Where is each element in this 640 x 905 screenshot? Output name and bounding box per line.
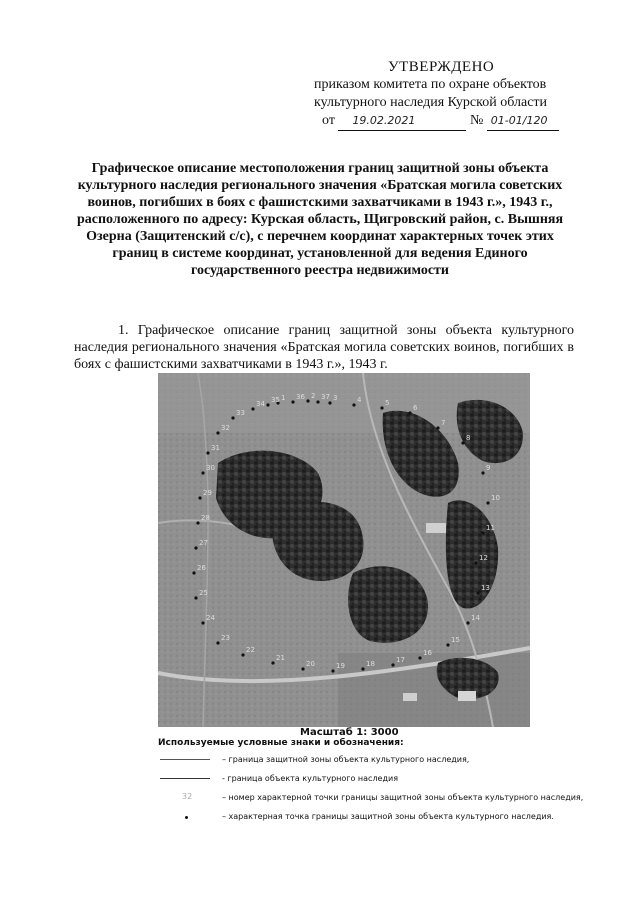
boundary-point-label: 13 (481, 584, 490, 592)
boundary-point-dot (201, 621, 204, 624)
date-field (338, 112, 466, 131)
boundary-point-dot (408, 411, 411, 414)
boundary-point-dot (474, 561, 477, 564)
boundary-point-dot (271, 661, 274, 664)
boundary-point-dot (194, 596, 197, 599)
boundary-point-label: 34 (256, 400, 265, 408)
approval-heading: УТВЕРЖДЕНО (388, 59, 495, 75)
boundary-point-label: 31 (211, 444, 220, 452)
boundary-point-label: 12 (479, 554, 488, 562)
boundary-point-label: 3 (333, 394, 338, 402)
boundary-point-label: 22 (246, 646, 255, 654)
boundary-point-dot (241, 653, 244, 656)
approval-line-1: приказом комитета по охране объектов (314, 77, 547, 92)
boundary-point-dot (380, 406, 383, 409)
boundary-point-dot (192, 571, 195, 574)
boundary-point-dot (291, 400, 294, 403)
boundary-point-label: 37 (321, 393, 330, 401)
boundary-point-dot (251, 407, 254, 410)
boundary-point-label: 8 (466, 434, 471, 442)
object-boundary-symbol (160, 772, 210, 786)
boundary-point-label: 28 (201, 514, 210, 522)
approval-date-line (300, 112, 600, 131)
boundary-point-dot (194, 546, 197, 549)
boundary-point-dot (201, 471, 204, 474)
boundary-point-dot (481, 531, 484, 534)
boundary-point-label: 6 (413, 404, 418, 412)
boundary-point-dot (231, 416, 234, 419)
boundary-point-label: 10 (491, 494, 500, 502)
boundary-point-dot (391, 663, 394, 666)
boundary-point-dot (436, 426, 439, 429)
boundary-point-dot (481, 471, 484, 474)
boundary-point-dot (306, 399, 309, 402)
boundary-point-label: 24 (206, 614, 215, 622)
boundary-point-dot (198, 496, 201, 499)
legend-item-zone-boundary (160, 753, 560, 767)
boundary-point-label: 27 (199, 539, 208, 547)
boundary-point-dot (328, 401, 331, 404)
boundary-point-label: 25 (199, 589, 208, 597)
legend-text-3: – номер характерной точки границы защитной зоны объекта культурного наследия, (222, 793, 584, 802)
building-3 (403, 693, 417, 701)
boundary-point-dot (216, 641, 219, 644)
boundary-point-dot (331, 669, 334, 672)
boundary-point-label: 15 (451, 636, 460, 644)
boundary-point-label: 33 (236, 409, 245, 417)
boundary-point-label: 16 (423, 649, 432, 657)
boundary-point-dot (266, 403, 269, 406)
boundary-point-label: 4 (357, 396, 362, 404)
zone-boundary-symbol (160, 753, 210, 767)
building-2 (458, 691, 476, 701)
boundary-point-label: 32 (221, 424, 230, 432)
legend-text-4: – характерная точка границы защитной зоны объекта культурного наследия. (222, 812, 554, 821)
boundary-point-dot (446, 643, 449, 646)
boundary-point-dot (486, 501, 489, 504)
boundary-point-label: 36 (296, 393, 305, 401)
legend-title: Используемые условные знаки и обозначения: (158, 738, 404, 748)
number-value: 01-01/120 (490, 114, 548, 127)
boundary-point-dot (418, 656, 421, 659)
map-scale: Масштаб 1: 3000 (300, 727, 399, 738)
boundary-point-label: 11 (486, 524, 495, 532)
boundary-point-label: 26 (197, 564, 206, 572)
legend-item-point-dot (160, 810, 560, 824)
legend-item-object-boundary (160, 772, 560, 786)
building-1 (426, 523, 446, 533)
boundary-point-label: 7 (441, 419, 446, 427)
date-prefix: от (322, 113, 335, 128)
boundary-point-label: 9 (486, 464, 491, 472)
boundary-point-label: 23 (221, 634, 230, 642)
boundary-point-dot (352, 403, 355, 406)
boundary-point-label: 29 (203, 489, 212, 497)
boundary-point-label: 17 (396, 656, 405, 664)
legend-item-point-number (160, 791, 584, 805)
boundary-point-label: 21 (276, 654, 285, 662)
boundary-point-label: 18 (366, 660, 375, 668)
boundary-point-dot (476, 591, 479, 594)
document-title: Графическое описание местоположения границ защитной зоны объекта культурного наследия регионального значения «Братская могила советских воинов, погибших в боях с фашистскими захватчиками в 1943 г.», 1943 г., расположенного по адресу: Курская область, Щигровский район, с. Вышняя Озерна (Защитенский с/с), с перечнем координат характерных точек этих границ в системе координат, установленной для ведения Единого государственного реестра недвижимости (76, 161, 564, 278)
point-number-symbol: 32 (182, 792, 193, 801)
boundary-point-label: 2 (311, 392, 316, 400)
approval-stamp (300, 58, 600, 131)
boundary-point-label: 30 (206, 464, 215, 472)
date-value: 19.02.2021 (352, 114, 416, 127)
number-field (487, 112, 559, 131)
boundary-point-dot (206, 451, 209, 454)
boundary-point-label: 20 (306, 660, 315, 668)
aerial-map (158, 373, 530, 727)
number-prefix: № (469, 113, 484, 128)
point-dot-symbol (160, 810, 210, 824)
boundary-point-label: 19 (336, 662, 345, 670)
boundary-point-label: 35 (271, 396, 280, 404)
section-1-paragraph: 1. Графическое описание границ защитной зоны объекта культурного наследия регионального значения «Братская могила советских воинов, погибших в боях с фашистскими захватчиками в 1943 г.», 1943 г. (74, 323, 574, 372)
boundary-point-dot (196, 521, 199, 524)
legend-text-1: – граница защитной зоны объекта культурного наследия, (222, 755, 470, 764)
boundary-point-dot (361, 667, 364, 670)
boundary-point-dot (466, 621, 469, 624)
boundary-point-label: 1 (281, 394, 286, 402)
approval-line-2: культурного наследия Курской области (314, 95, 548, 110)
legend-text-2: - граница объекта культурного наследия (222, 774, 399, 783)
boundary-point-dot (316, 400, 319, 403)
boundary-point-dot (216, 431, 219, 434)
aerial-map-svg (158, 373, 530, 727)
boundary-point-dot (301, 667, 304, 670)
boundary-point-dot (461, 441, 464, 444)
boundary-point-label: 14 (471, 614, 480, 622)
boundary-point-label: 5 (385, 399, 390, 407)
